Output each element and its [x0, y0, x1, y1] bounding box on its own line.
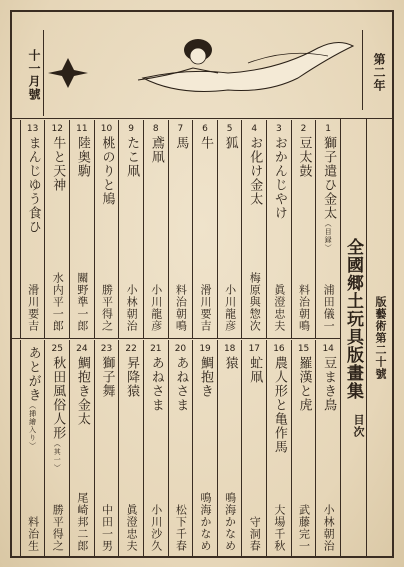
toc-entry: [44, 120, 69, 338]
entry-title: [50, 136, 64, 192]
entry-number: 24: [76, 344, 88, 354]
entry-title-text: 陸奥駒: [74, 136, 90, 178]
flying-figure-illustration: [48, 18, 358, 116]
toc-entry: [266, 120, 291, 338]
entry-number: 18: [223, 344, 236, 354]
entry-title-text: 鯛抱き金太: [74, 356, 90, 426]
entry-author: 眞澄忠夫: [125, 504, 139, 552]
toc-entry: [44, 340, 69, 558]
entry-title: [26, 346, 40, 450]
entry-title: [149, 136, 163, 164]
entry-author: 中田一男: [100, 504, 114, 552]
entry-title-text: 牛: [198, 136, 214, 150]
toc-entry: [192, 340, 217, 558]
entry-number: 6: [202, 124, 208, 134]
entry-author: 勝平得之: [51, 504, 65, 552]
entry-title: [247, 136, 261, 206]
entry-title: [100, 136, 114, 206]
toc-entry: [143, 340, 168, 558]
toc-label: 目次: [352, 414, 365, 438]
entry-title: [124, 356, 138, 398]
entry-title-text: 猿: [222, 356, 238, 370]
toc-entry: [241, 340, 266, 558]
issue-month: 十一月號: [22, 30, 44, 116]
toc-entry: [291, 120, 316, 338]
entry-title: [297, 136, 311, 178]
entry-number: 15: [297, 344, 310, 354]
entry-number: 13: [26, 124, 39, 134]
entry-title: [75, 356, 89, 426]
entry-title-text: 昇降猿: [124, 356, 140, 398]
toc-entry: [315, 120, 340, 338]
entry-title-text: 牛と天神: [50, 136, 66, 192]
entry-title: [198, 356, 212, 398]
entry-author: 勝平得之: [100, 284, 114, 332]
entry-title-text: あねさま: [173, 356, 189, 412]
entry-author: 守洞春: [248, 516, 262, 552]
entry-subtitle: （其一）: [53, 440, 62, 472]
entry-title: [149, 356, 163, 412]
entry-title: [173, 356, 187, 412]
entry-title-text: お化け金太: [247, 136, 263, 206]
entry-title-text: 鳶凧: [148, 136, 164, 164]
entry-number: 2: [300, 124, 307, 134]
entry-number: 5: [226, 124, 233, 134]
entry-number: 19: [199, 344, 211, 354]
entry-author: 料治朝鳴: [297, 284, 311, 332]
toc-entry: [217, 120, 242, 338]
entry-title-text: 獅子遣ひ金太: [321, 136, 337, 220]
entry-title-text: 豆まき鳥: [321, 356, 337, 412]
entry-author: 眞澄忠夫: [272, 284, 286, 332]
entry-number: 3: [276, 124, 282, 134]
entry-number: 8: [152, 124, 159, 134]
entry-title-text: 狐: [222, 136, 238, 150]
entry-number: 22: [125, 344, 137, 354]
entry-title-text: 羅漢と虎: [296, 356, 312, 412]
entry-title-text: 豆太鼓: [296, 136, 312, 178]
entry-title-text: 虻凧: [247, 356, 263, 384]
toc-entry: [20, 120, 45, 338]
toc-entry: [94, 340, 119, 558]
entry-title-text: あとがき: [25, 346, 41, 402]
entry-number: 14: [322, 344, 334, 354]
entry-number: 25: [51, 344, 63, 354]
entry-title-text: あねさま: [148, 356, 164, 412]
entry-author: 小川沙久: [149, 504, 163, 552]
entry-author: 滑川要吉: [199, 284, 213, 332]
entry-title: [173, 136, 187, 150]
entry-title-text: おかんじやけ: [271, 136, 287, 220]
entry-title: [272, 136, 286, 220]
issue-number: 第二年: [362, 30, 388, 110]
entry-title-text: 獅子舞: [99, 356, 115, 398]
entry-title-text: 鯛抱き: [198, 356, 214, 398]
entry-number: 16: [273, 344, 285, 354]
entry-author: 梅原與惣次: [248, 272, 262, 332]
entry-author: 松下千春: [174, 504, 188, 552]
entry-author: 鳴海かなめ: [199, 492, 213, 552]
entry-author: 武藤完一: [297, 504, 311, 552]
entry-author: 關野準一郎: [75, 272, 89, 332]
entry-number: 1: [325, 124, 332, 134]
collection-title-text: 全國郷土玩具版畫集: [343, 238, 363, 400]
entry-title-text: 秋田風俗人形: [50, 356, 66, 440]
entry-author: 小林朝治: [322, 504, 336, 552]
entry-title-text: 桃のりと鳩: [99, 136, 115, 206]
entry-subtitle: （挿繪入り）: [28, 402, 37, 450]
table-of-contents: [10, 118, 340, 558]
toc-entry: [241, 120, 266, 338]
entry-title-text: たこ凧: [124, 136, 140, 178]
magazine-name: 版藝術第二十號: [374, 296, 387, 380]
collection-title: [340, 124, 366, 552]
entry-number: 10: [100, 124, 113, 134]
toc-entry: [69, 340, 94, 558]
entry-number: 17: [248, 344, 261, 354]
entry-title: [223, 356, 237, 370]
entry-title: [75, 136, 89, 178]
toc-entry: [94, 120, 119, 338]
entry-title: [100, 356, 114, 398]
entry-title: [223, 136, 237, 150]
entry-title-text: 農人形と亀作馬: [271, 356, 287, 454]
entry-author: 浦田儀一: [322, 284, 336, 332]
toc-entry: [69, 120, 94, 338]
toc-entry: [217, 340, 242, 558]
entry-author: 小川龍彦: [149, 284, 163, 332]
entry-number: 23: [100, 344, 113, 354]
toc-entry: [118, 120, 143, 338]
entry-title-text: 馬: [173, 136, 189, 150]
entry-author: 滑川要吉: [26, 284, 40, 332]
entry-title: [321, 136, 335, 252]
toc-entry: [143, 120, 168, 338]
entry-number: 4: [251, 124, 258, 134]
toc-entry: [168, 120, 193, 338]
entry-title: [247, 356, 261, 384]
entry-title: [26, 136, 40, 234]
entry-author: 料治朝鳴: [174, 284, 188, 332]
entry-number: 20: [174, 344, 187, 354]
entry-author: 水内平一郎: [51, 272, 65, 332]
toc-entry: [266, 340, 291, 558]
toc-entry: [192, 120, 217, 338]
entry-title: [50, 356, 64, 472]
row-divider: [10, 338, 340, 339]
toc-entry: [20, 340, 45, 558]
entry-number: 9: [128, 124, 135, 134]
entry-number: 11: [76, 124, 88, 134]
entry-author: 小林朝治: [125, 284, 139, 332]
entry-title: [124, 136, 138, 178]
entry-number: 21: [150, 344, 162, 354]
entry-title: [198, 136, 212, 150]
toc-entry: [315, 340, 340, 558]
entry-title: [272, 356, 286, 454]
toc-entry: [291, 340, 316, 558]
entry-author: 料治生: [26, 516, 40, 552]
entry-author: 大場千秋: [272, 504, 286, 552]
entry-author: 小川龍彦: [223, 284, 237, 332]
entry-number: 7: [177, 124, 184, 134]
entry-subtitle: （目録）: [324, 220, 333, 252]
toc-entry: [118, 340, 143, 558]
entry-title-text: まんじゆう食ひ: [25, 136, 41, 234]
entry-author: 尾崎邦二郎: [75, 492, 89, 552]
entry-author: 鳴海かなめ: [223, 492, 237, 552]
entry-number: 12: [51, 124, 63, 134]
entry-title: [297, 356, 311, 412]
toc-entry: [168, 340, 193, 558]
entry-title: [321, 356, 335, 412]
